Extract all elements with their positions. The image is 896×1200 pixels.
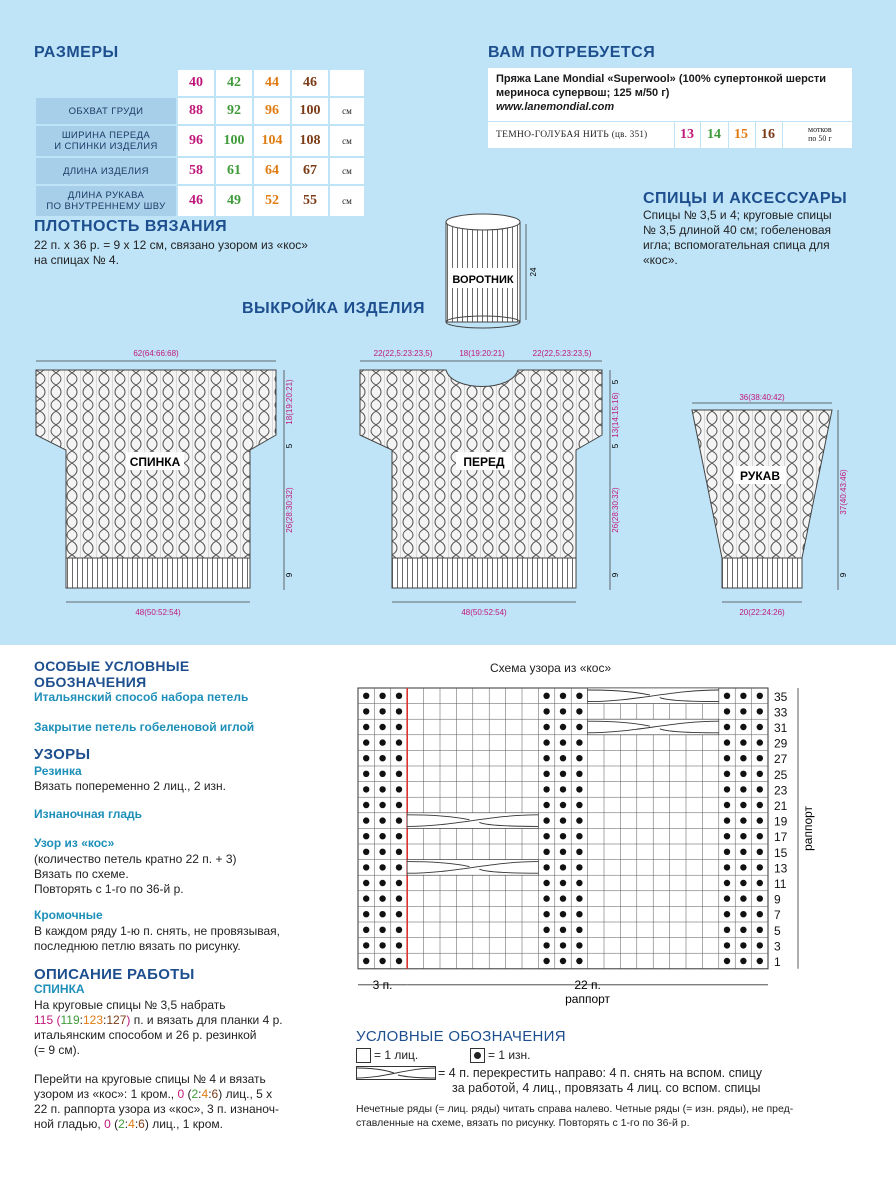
size-value: 100: [292, 98, 328, 124]
size-value: 55: [292, 186, 328, 216]
purl-stitch: [396, 942, 402, 948]
pattern-title: ВЫКРОЙКА ИЗДЕЛИЯ: [242, 300, 425, 317]
purl-stitch: [560, 708, 566, 714]
purl-stitch: [560, 739, 566, 745]
purl-stitch: [560, 927, 566, 933]
purl-stitch: [379, 864, 385, 870]
yarn-color-label: ТЕМНО-ГОЛУБАЯ НИТЬ: [496, 130, 610, 140]
purl-stitch: [363, 786, 369, 792]
purl-stitch: [560, 942, 566, 948]
purl-stitch: [757, 755, 763, 761]
purl-stitch: [379, 833, 385, 839]
purl-stitch: [543, 833, 549, 839]
purl-stitch: [576, 786, 582, 792]
row-number: 11: [774, 877, 787, 891]
legend-note: Нечетные ряды (= лиц. ряды) читать справа налево. Четные ряды (= изн. ряды), не пред- ставленные на схеме, вязать по рисунку. Повторять с 1-го по 36-й р.: [356, 1103, 794, 1129]
purl-stitch: [363, 693, 369, 699]
back-h4: 9: [285, 572, 294, 578]
yarn-box: [488, 68, 852, 148]
size-value: 96: [178, 126, 214, 156]
size-row-label: ОБХВАТ ГРУДИ: [36, 98, 176, 124]
purl-stitch: [396, 724, 402, 730]
purl-stitch: [363, 927, 369, 933]
size-value: 96: [254, 98, 290, 124]
purl-stitch: [396, 849, 402, 855]
purl-stitch: [379, 927, 385, 933]
sleeve-label: РУКАВ: [740, 469, 780, 483]
purl-stitch: [576, 864, 582, 870]
back-h1: 18(19:20:21): [285, 379, 294, 425]
back-width-bottom: 48(50:52:54): [135, 608, 181, 617]
purl-stitch: [757, 693, 763, 699]
purl-stitch: [560, 693, 566, 699]
purl-stitch: [757, 817, 763, 823]
purl-stitch: [543, 817, 549, 823]
front-h0: 5: [611, 379, 620, 385]
purl-stitch: [740, 849, 746, 855]
purl-stitch: [724, 708, 730, 714]
purl-stitch: [396, 817, 402, 823]
back-title: СПИНКА: [34, 982, 85, 996]
special-title: ОСОБЫЕ УСЛОВНЫЕ ОБОЗНАЧЕНИЯ: [34, 658, 190, 690]
purl-stitch: [576, 942, 582, 948]
purl-stitch: [396, 786, 402, 792]
purl-stitch: [576, 817, 582, 823]
back-label: СПИНКА: [129, 455, 181, 469]
purl-stitch: [543, 942, 549, 948]
row-number: 9: [774, 892, 781, 907]
purl-stitch: [363, 911, 369, 917]
purl-stitch: [560, 958, 566, 964]
purl-stitch: [379, 739, 385, 745]
front-width-right: 22(22,5:23:23,5): [532, 349, 592, 358]
row-number: 7: [774, 908, 781, 923]
purl-stitch: [740, 739, 746, 745]
purl-stitch: [724, 786, 730, 792]
back-description: На круговые спицы № 3,5 набрать 115 (119:123:127) п. и вязать для планки 4 р. итальянским способом и 26 р. резинкой (= 9 см). Перейти на круговые спицы № 4 и вязать узором из «кос»: 1 кром., 0 (2:4:6) лиц., 5 х 22 п. раппорта узора из «кос», 3 п. изнаноч- ной гладью, 0 (2:4:6) лиц., 1 кром.: [34, 998, 283, 1131]
purl-title: Изнаночная гладь: [34, 807, 143, 821]
legend-title: УСЛОВНЫЕ ОБОЗНАЧЕНИЯ: [356, 1028, 566, 1045]
purl-stitch: [379, 708, 385, 714]
purl-stitch: [740, 942, 746, 948]
purl-stitch: [379, 693, 385, 699]
size-unit: см: [330, 186, 364, 216]
purl-stitch: [560, 880, 566, 886]
purl-stitch: [363, 864, 369, 870]
purl-stitch: [363, 817, 369, 823]
purl-stitch: [560, 849, 566, 855]
row-number: 5: [774, 923, 781, 938]
purl-stitch: [724, 911, 730, 917]
purl-stitch: [363, 724, 369, 730]
size-row-label: ДЛИНА РУКАВА ПО ВНУТРЕННЕМУ ШВУ: [36, 186, 176, 216]
size-header: 42: [216, 70, 252, 96]
row-number: 21: [774, 799, 788, 813]
purl-stitch: [724, 849, 730, 855]
purl-stitch: [396, 771, 402, 777]
row-number: 17: [774, 830, 788, 845]
sizes-title: РАЗМЕРЫ: [34, 44, 119, 61]
purl-stitch: [363, 942, 369, 948]
purl-stitch: [363, 958, 369, 964]
purl-stitch: [363, 880, 369, 886]
purl-stitch: [560, 895, 566, 901]
special-item: Закрытие петель гобеленовой иглой: [34, 720, 255, 734]
purl-stitch: [757, 802, 763, 808]
collar-label: ВОРОТНИК: [452, 274, 514, 286]
cable-text: (количество петель кратно 22 п. + 3) Вязать по схеме. Повторять с 1-го по 36-й р.: [34, 852, 237, 896]
front-width-bottom: 48(50:52:54): [461, 608, 507, 617]
patterns-title: УЗОРЫ: [34, 746, 91, 763]
purl-stitch: [576, 693, 582, 699]
purl-stitch: [379, 724, 385, 730]
edge-text: В каждом ряду 1-ю п. снять, не провязывая, последнюю петлю вязать по рисунку.: [34, 924, 280, 953]
purl-stitch: [363, 708, 369, 714]
purl-stitch: [363, 771, 369, 777]
purl-stitch: [379, 755, 385, 761]
legend-purl: = 1 изн.: [488, 1048, 531, 1062]
purl-stitch: [740, 755, 746, 761]
purl-stitch: [379, 958, 385, 964]
purl-stitch: [363, 802, 369, 808]
legend-cable: = 4 п. перекрестить направо: 4 п. снять на вспом. спицу за работой, 4 лиц., провязать 4 лиц. со вспом. спицы: [438, 1066, 763, 1095]
purl-stitch: [560, 802, 566, 808]
front-piece: [360, 349, 620, 617]
purl-stitch: [724, 942, 730, 948]
purl-stitch: [757, 724, 763, 730]
purl-stitch: [543, 771, 549, 777]
back-h3: 26(28:30:32): [285, 487, 294, 533]
purl-stitch: [724, 817, 730, 823]
purl-stitch: [757, 786, 763, 792]
row-number: 29: [774, 736, 788, 751]
size-value: 52: [254, 186, 290, 216]
collar-shape: [446, 214, 538, 328]
row-number: 27: [774, 752, 788, 767]
size-header: 44: [254, 70, 290, 96]
purl-stitch: [724, 833, 730, 839]
cable-symbol: [356, 1066, 436, 1080]
purl-stitch: [379, 802, 385, 808]
purl-stitch: [363, 739, 369, 745]
purl-stitch: [740, 911, 746, 917]
purl-symbol: [470, 1048, 485, 1063]
sleeve-h2: 9: [839, 572, 848, 578]
purl-stitch: [396, 755, 402, 761]
dim-22p-label: 22 п.: [574, 977, 601, 992]
purl-stitch: [396, 833, 402, 839]
purl-stitch: [740, 880, 746, 886]
purl-stitch: [740, 927, 746, 933]
purl-stitch: [757, 895, 763, 901]
purl-stitch: [543, 864, 549, 870]
purl-stitch: [740, 693, 746, 699]
size-value: 58: [178, 158, 214, 184]
purl-stitch: [757, 942, 763, 948]
purl-stitch: [576, 802, 582, 808]
purl-stitch: [396, 864, 402, 870]
rapport-side-label: раппорт: [801, 805, 815, 851]
rib-title: Резинка: [34, 764, 82, 778]
purl-stitch: [740, 958, 746, 964]
purl-stitch: [543, 708, 549, 714]
yarn-amount: 16: [761, 127, 775, 142]
size-unit: см: [330, 126, 364, 156]
front-label: ПЕРЕД: [463, 455, 505, 469]
purl-stitch: [724, 693, 730, 699]
purl-stitch: [757, 880, 763, 886]
purl-stitch: [396, 911, 402, 917]
size-value: 88: [178, 98, 214, 124]
yarn-line: мериноса супервош; 125 м/50 г): [496, 87, 670, 99]
purl-stitch: [757, 864, 763, 870]
purl-stitch: [757, 927, 763, 933]
needles-text: Спицы № 3,5 и 4; круговые спицы № 3,5 длиной 40 см; гобеленовая игла; вспомогательная спица для «кос».: [643, 208, 832, 267]
size-value: 46: [178, 186, 214, 216]
size-value: 61: [216, 158, 252, 184]
rib-text: Вязать попеременно 2 лиц., 2 изн.: [34, 779, 226, 793]
gauge-title: ПЛОТНОСТЬ ВЯЗАНИЯ: [34, 218, 228, 235]
purl-stitch: [363, 895, 369, 901]
sleeve-width-bottom: 20(22:24:26): [739, 608, 785, 617]
back-width-top: 62(64:66:68): [133, 349, 179, 358]
purl-stitch: [576, 833, 582, 839]
purl-stitch: [560, 786, 566, 792]
size-value: 104: [254, 126, 290, 156]
garment-diagram: [0, 210, 896, 630]
purl-stitch: [757, 849, 763, 855]
purl-stitch: [396, 802, 402, 808]
special-item: Итальянский способ набора петель: [34, 690, 249, 704]
purl-stitch: [543, 927, 549, 933]
purl-stitch: [363, 849, 369, 855]
gauge-text: 22 п. х 36 р. = 9 х 12 см, связано узором из «кос» на спицах № 4.: [34, 238, 308, 267]
purl-stitch: [379, 771, 385, 777]
size-row-label: ШИРИНА ПЕРЕДА И СПИНКИ ИЗДЕЛИЯ: [36, 126, 176, 156]
purl-stitch: [724, 724, 730, 730]
row-number: 33: [774, 705, 788, 720]
purl-stitch: [396, 958, 402, 964]
purl-stitch: [724, 771, 730, 777]
collar-height: 24: [529, 267, 538, 277]
purl-stitch: [543, 739, 549, 745]
purl-stitch: [724, 755, 730, 761]
purl-stitch: [740, 817, 746, 823]
purl-stitch: [379, 817, 385, 823]
purl-stitch: [396, 708, 402, 714]
purl-stitch: [724, 864, 730, 870]
dim-3p-label: 3 п.: [372, 977, 393, 992]
purl-stitch: [740, 786, 746, 792]
purl-stitch: [576, 958, 582, 964]
purl-stitch: [560, 771, 566, 777]
purl-stitch: [757, 911, 763, 917]
purl-stitch: [724, 895, 730, 901]
purl-stitch: [576, 739, 582, 745]
purl-stitch: [543, 724, 549, 730]
purl-stitch: [757, 958, 763, 964]
purl-stitch: [379, 895, 385, 901]
purl-stitch: [543, 849, 549, 855]
purl-stitch: [379, 942, 385, 948]
yarn-unit: мотков по 50 г: [808, 125, 832, 143]
purl-stitch: [396, 880, 402, 886]
purl-stitch: [757, 833, 763, 839]
purl-stitch: [740, 864, 746, 870]
row-number: 19: [774, 814, 788, 829]
purl-stitch: [543, 895, 549, 901]
purl-stitch: [379, 880, 385, 886]
purl-stitch: [576, 895, 582, 901]
purl-stitch: [576, 880, 582, 886]
row-number: 23: [774, 783, 788, 798]
yarn-amount-row: [488, 121, 852, 148]
purl-stitch: [543, 880, 549, 886]
row-number: 13: [774, 861, 788, 876]
sleeve-width-top: 36(38:40:42): [739, 393, 785, 402]
size-header: 40: [178, 70, 214, 96]
purl-stitch: [363, 755, 369, 761]
yarn-amount: 13: [680, 127, 694, 142]
front-width-neck: 18(19:20:21): [459, 349, 505, 358]
yarn-amount: 15: [734, 127, 748, 142]
purl-stitch: [396, 927, 402, 933]
size-value: 108: [292, 126, 328, 156]
purl-stitch: [576, 724, 582, 730]
purl-stitch: [576, 911, 582, 917]
purl-stitch: [543, 958, 549, 964]
row-number: 1: [774, 955, 781, 969]
purl-stitch: [560, 833, 566, 839]
purl-stitch: [724, 739, 730, 745]
yarn-amount: 14: [707, 127, 721, 142]
size-value: 67: [292, 158, 328, 184]
purl-stitch: [740, 708, 746, 714]
size-unit: см: [330, 98, 364, 124]
purl-stitch: [543, 802, 549, 808]
row-number: 3: [774, 939, 781, 954]
size-unit: см: [330, 158, 364, 184]
front-h1: 13(14:15:16): [611, 392, 620, 438]
purl-stitch: [560, 864, 566, 870]
sizes-table: [34, 68, 366, 218]
purl-stitch: [740, 771, 746, 777]
need-title: ВАМ ПОТРЕБУЕТСЯ: [488, 44, 656, 61]
work-title: ОПИСАНИЕ РАБОТЫ: [34, 966, 195, 983]
size-value: 64: [254, 158, 290, 184]
row-number: 25: [774, 767, 788, 782]
purl-stitch: [757, 739, 763, 745]
front-width-left: 22(22,5:23:23,5): [373, 349, 433, 358]
purl-stitch: [576, 708, 582, 714]
purl-stitch: [396, 895, 402, 901]
purl-stitch: [379, 911, 385, 917]
edge-title: Кромочные: [34, 908, 103, 922]
rapport-bottom-label: раппорт: [565, 991, 611, 1006]
row-number: 31: [774, 721, 788, 735]
back-h2: 5: [285, 443, 294, 449]
purl-stitch: [560, 755, 566, 761]
purl-stitch: [724, 802, 730, 808]
purl-stitch: [757, 708, 763, 714]
yarn-color-code: (цв. 351): [611, 129, 648, 139]
purl-stitch: [724, 958, 730, 964]
purl-stitch: [560, 724, 566, 730]
back-piece: [36, 349, 294, 617]
row-number: 35: [774, 689, 788, 704]
purl-stitch: [379, 849, 385, 855]
front-h4: 9: [611, 572, 620, 578]
purl-stitch: [560, 911, 566, 917]
purl-stitch: [363, 833, 369, 839]
knit-symbol: [356, 1048, 371, 1063]
cable-chart: [350, 680, 870, 1020]
purl-stitch: [740, 833, 746, 839]
size-value: 49: [216, 186, 252, 216]
purl-stitch: [543, 911, 549, 917]
purl-stitch: [740, 895, 746, 901]
legend-knit: = 1 лиц.: [374, 1048, 419, 1062]
purl-stitch: [560, 817, 566, 823]
sleeve-h1: 37(40:43:46): [839, 469, 848, 515]
purl-stitch: [396, 693, 402, 699]
sleeve-piece: [692, 393, 848, 617]
purl-stitch: [543, 786, 549, 792]
purl-stitch: [396, 739, 402, 745]
front-h2: 5: [611, 443, 620, 449]
yarn-url[interactable]: www.lanemondial.com: [496, 101, 615, 113]
size-row-label: ДЛИНА ИЗДЕЛИЯ: [36, 158, 176, 184]
size-value: 92: [216, 98, 252, 124]
row-number: 15: [774, 845, 788, 860]
purl-stitch: [543, 693, 549, 699]
purl-stitch: [576, 849, 582, 855]
needles-title: СПИЦЫ И АКСЕССУАРЫ: [643, 190, 848, 207]
size-header: 46: [292, 70, 328, 96]
front-h3: 26(28:30:32): [611, 487, 620, 533]
chart-title: Схема узора из «кос»: [490, 661, 612, 675]
purl-stitch: [379, 786, 385, 792]
yarn-line: Пряжа Lane Mondial «Superwool» (100% супертонкой шерсти: [496, 73, 827, 85]
purl-stitch: [576, 755, 582, 761]
cable-title: Узор из «кос»: [34, 836, 115, 850]
purl-stitch: [576, 927, 582, 933]
purl-stitch: [724, 927, 730, 933]
size-value: 100: [216, 126, 252, 156]
purl-stitch: [757, 771, 763, 777]
purl-stitch: [740, 724, 746, 730]
purl-stitch: [740, 802, 746, 808]
purl-stitch: [724, 880, 730, 886]
purl-stitch: [576, 771, 582, 777]
purl-stitch: [543, 755, 549, 761]
